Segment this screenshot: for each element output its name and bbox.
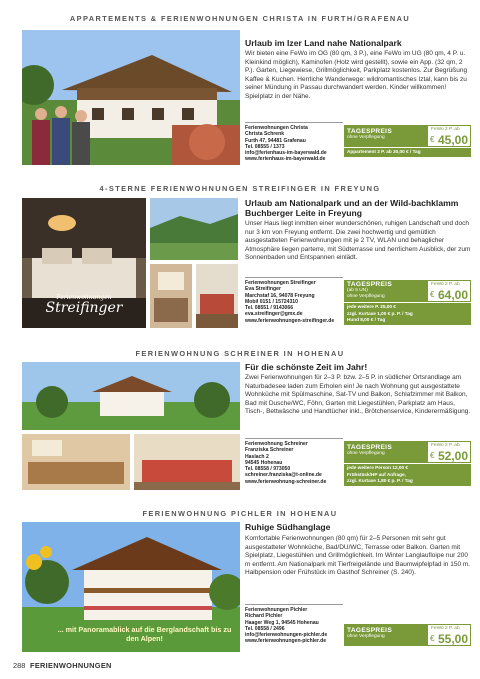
photo-streifinger-landscape	[150, 198, 238, 260]
body-pichler: Komfortable Ferienwohnungen (80 qm) für 2–5 Personen mit sehr gut ausgestatteter Wohnküche, Bad/DU/WC, Terrasse oder Balkon. Garten mit Spielplatz, Liegestühlen und Grillmöglichkeit. Im Winter Langlaufloipe nur 200 m entfernt. Am Nationalpark mit Tierfreigelände und Baumwipfelpfad in 150 m. Halbpension oder Frühstück im Gasthof Schreiner (S. 240).	[245, 535, 471, 577]
price-amount: 52,00	[438, 449, 469, 463]
contact-line: Tel. 08558 / 2496	[245, 625, 285, 632]
price-amount: 55,00	[438, 632, 469, 646]
photo-streifinger-kitchen	[150, 264, 192, 328]
contact-line: Haslach 2	[245, 453, 269, 460]
photo-schreiner-house	[22, 362, 240, 430]
contact-line: Tel. 08558 / 973050	[245, 466, 291, 473]
contact-line: Eva Streifinger	[245, 286, 281, 293]
contact-email-link[interactable]: schreiner.franziska@t-online.de	[245, 472, 322, 479]
price-from: FeWo 2 P. ab	[431, 127, 460, 132]
contact-line: Ferienwohnungen Streifinger	[245, 280, 316, 286]
footer-section-label: FERIENWOHNUNGEN	[30, 661, 112, 670]
price-sub: ohne Verpflegung	[347, 135, 385, 140]
price-currency: €	[430, 451, 435, 460]
contact-web-link[interactable]: www.ferienhaus-im-bayerwald.de	[245, 156, 326, 163]
section-title-schreiner: FERIENWOHNUNG SCHREINER IN HOHENAU	[135, 349, 345, 358]
photo-schreiner-bedroom	[134, 434, 240, 490]
body-schreiner: Zwei Ferienwohnungen für 2–3 P. bzw. 2–5 P. in südlicher Ortsrandlage am Naturbadesee laden zum Erholen ein! Je nach Wohnung gut ausgestattete Wohnküche mit Spülmaschine, Sat-TV und Balkon, Schlafzimmer mit Balkon, Bad mit Dusche/WC, Föhn, Garten mit Liegestühlen, Parkplatz am Haus, Tisch-, Bettwäsche und Handtücher inkl., Brötchenservice, Kinderermäßigung.	[245, 374, 471, 416]
photo-streifinger-bedroom	[22, 198, 146, 328]
contact-web-link[interactable]: www.ferienwohnungen-pichler.de	[245, 638, 327, 645]
price-label: TAGESPREIS	[347, 627, 393, 634]
contact-web-link[interactable]: www.ferienwohnung-schreiner.de	[245, 478, 327, 485]
headline-schreiner: Für die schönste Zeit im Jahr!	[245, 362, 368, 372]
price-note: jede weitere P. 25,00 €	[347, 304, 396, 309]
contact-line: Mobil 0151 / 15724310	[245, 298, 298, 305]
contact-line: Christa Schrenk	[245, 131, 285, 138]
price-note: Frühstück/HP auf Anfrage,	[347, 471, 406, 477]
price-note: Hund 8,00 € / Tag	[347, 317, 386, 322]
contact-line: Franziska Schreiner	[245, 447, 294, 454]
price-note: zzgl. Kurtaxe 1,80 € p. P. / Tag	[347, 478, 413, 483]
headline-pichler: Ruhige Südhanglage	[245, 522, 331, 532]
contact-streifinger	[245, 277, 343, 324]
price-box-streifinger	[344, 280, 471, 325]
price-currency: €	[430, 634, 435, 643]
price-sub: ohne Verpflegung	[347, 293, 385, 299]
price-label: TAGESPREIS	[347, 444, 393, 451]
price-label: TAGESPREIS	[347, 128, 393, 135]
photo-pichler-house	[22, 522, 240, 652]
contact-pichler	[245, 604, 343, 645]
contact-line: Ferienwohnungen Christa	[245, 125, 308, 131]
price-from: FeWo 2 P. ab	[431, 443, 460, 448]
price-box-pichler	[344, 624, 471, 646]
headline-christa: Urlaub im Izer Land nahe Nationalpark	[245, 38, 402, 48]
contact-line: 94545 Hohenau	[245, 459, 283, 466]
headline-streifinger: Urlaub am Nationalpark und an der Wild-bachklamm Buchberger Leite in Freyung	[245, 198, 459, 218]
contact-line: Ferienwohnungen Pichler	[245, 607, 308, 613]
price-amount: 64,00	[438, 288, 469, 302]
price-notes	[344, 464, 471, 486]
body-christa: Wir bieten eine FeWo im OG (80 qm, 3 P.), eine FeWo im UG (80 qm, 4 P. u. Kleinkind möglich), Kaminofen (Holz wird gestellt), sowie ein App. (32 qm, 2 P.). Garten, Liegewiese, Grillmöglichkeit, Parkplatz kostenlos. Zur Begrüßung Kaffee & Kuchen. Herrliche Wanderwege: wildromantisches Iztal, kann bis zu seiner Mündung in Passau durchwandert werden. Kinder willkommen! Spielplatz in der Nähe.	[245, 50, 468, 100]
contact-line: Furth 47, 94481 Grafenau	[245, 137, 306, 144]
price-box-schreiner	[344, 441, 471, 486]
price-sub: ohne Verpflegung	[347, 451, 385, 456]
contact-line: Haager Weg 1, 94545 Hohenau	[245, 619, 319, 626]
photo-caption-panorama: ... mit Panoramablick auf die Berglandschaft bis zu den Alpen!	[57, 625, 232, 643]
price-note: jede weitere Person 12,00 €	[347, 465, 408, 470]
price-from: FeWo 2 P. ab	[431, 626, 460, 631]
section-title-christa: APPARTEMENTS & FERIENWOHNUNGEN CHRISTA IN FURTH/GRAFENAU	[69, 14, 411, 23]
photo-schreiner-kitchen	[22, 434, 130, 490]
contact-email-link[interactable]: info@ferienwohnungen-pichler.de	[245, 632, 328, 639]
price-note: Appartement 2 P. ab 30,00 € / Tag	[344, 148, 471, 157]
section-title-pichler: FERIENWOHNUNG PICHLER IN HOHENAU	[142, 509, 338, 518]
price-box-christa	[344, 125, 471, 157]
contact-web-link[interactable]: www.ferienwohnungen-streifinger.de	[245, 317, 335, 324]
contact-schreiner	[245, 438, 343, 485]
contact-line: Marchstaf 16, 94078 Freyung	[245, 292, 315, 299]
contact-email-link[interactable]: eva.streifinger@gmx.de	[245, 311, 303, 318]
price-from: FeWo 2 P. ab	[431, 282, 460, 287]
price-sub-min-nights: (ab 5 UN)	[347, 288, 368, 293]
page-number: 288	[13, 661, 26, 670]
price-note: zzgl. Kurtaxe 1,00 € p. P. / Tag	[347, 310, 413, 316]
price-notes	[344, 303, 471, 325]
contact-line: Tel. 08555 / 1373	[245, 143, 285, 150]
body-streifinger: Unser Haus liegt inmitten einer wunderschönen, ruhigen Landschaft und doch nur 3 km von Freyung entfernt. Die zwei hochwertig und gemütlich ausgestatteten Ferienwohnungen mit je 2 TV, WLAN und behaglicher Atmosphäre liegen parterre, mit Südterrasse und herrlichem Ausblick, der zum Sonnenbaden und Entspannen einlädt.	[245, 220, 471, 262]
price-currency: €	[430, 135, 435, 144]
logo-caption-small: Ferienwohnungen	[56, 294, 112, 301]
section-title-streifinger: 4-STERNE FERIENWOHNUNGEN STREIFINGER IN FREYUNG	[99, 184, 381, 193]
price-amount: 45,00	[438, 133, 469, 147]
contact-line: Tel. 08551 / 9143066	[245, 305, 294, 312]
price-label: TAGESPREIS	[347, 281, 393, 288]
logo-caption-big: Streifinger	[45, 300, 123, 316]
contact-email-link[interactable]: info@ferienhaus-im-bayerwald.de	[245, 150, 327, 157]
contact-christa	[245, 122, 343, 163]
contact-line: Richard Pichler	[245, 613, 283, 620]
photo-streifinger-room	[196, 264, 238, 328]
price-sub: ohne Verpflegung	[347, 634, 385, 639]
price-currency: €	[430, 290, 435, 299]
contact-line: Ferienwohnung Schreiner	[245, 441, 308, 447]
photo-christa-house	[22, 30, 240, 165]
